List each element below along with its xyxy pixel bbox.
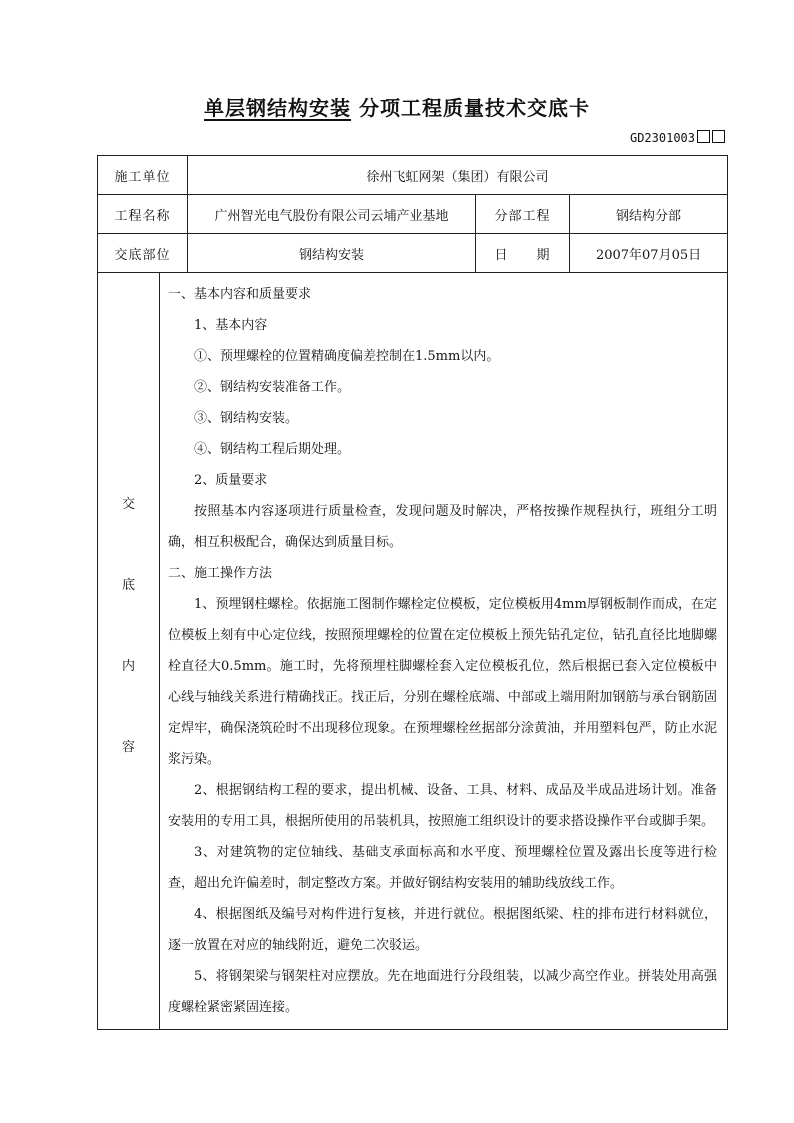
content-paragraph: 4、根据图纸及编号对构件进行复核，并进行就位。根据图纸梁、柱的排布进行材料就位，逐一放置在对应的轴线附近，避免二次驳运。 — [168, 907, 718, 953]
checkbox-2 — [712, 130, 725, 143]
side-char: 内 — [121, 659, 135, 674]
document-code-text: GD2301003 — [629, 131, 695, 145]
row-project-name — [98, 195, 728, 234]
side-char: 交 — [121, 497, 135, 512]
row-disclosure-part — [98, 234, 728, 273]
row-content — [98, 273, 728, 1030]
side-char: 容 — [121, 740, 135, 755]
content-paragraph: 3、对建筑物的定位轴线、基础支承面标高和水平度、预埋螺栓位置及露出长度等进行检查，超出允许偏差时，制定整改方案。并做好钢结构安装用的辅助线放线工作。 — [168, 845, 718, 891]
content-item: ②、钢结构安装准备工作。 — [194, 380, 351, 395]
subsection-heading: 1、基本内容 — [194, 318, 268, 333]
content-paragraph: 2、根据钢结构工程的要求，提出机械、设备、工具、材料、成品及半成品进场计划。准备安装用的专用工具，根据所使用的吊装机具，按照施工组织设计的要求搭设操作平台或脚手架。 — [168, 783, 718, 829]
title-project: 单层钢结构安装 — [204, 96, 352, 120]
value-division: 钢结构分部 — [570, 195, 728, 234]
subsection-heading: 2、质量要求 — [194, 473, 268, 488]
section-heading: 二、施工操作方法 — [168, 566, 273, 581]
section-heading: 一、基本内容和质量要求 — [168, 287, 312, 302]
content-body — [160, 273, 728, 1030]
value-construction-unit: 徐州飞虹网架（集团）有限公司 — [188, 156, 728, 195]
label-date: 日 期 — [476, 234, 570, 273]
content-paragraph: 5、将钢架梁与钢架柱对应摆放。先在地面进行分段组装，以减少高空作业。拼装处用高强度螺栓紧密紧固连接。 — [168, 969, 718, 1015]
content-paragraph: 1、预埋钢柱螺栓。依据施工图制作螺栓定位模板，定位模板用4mm厚钢板制作而成，在定位模板上刻有中心定位线，按照预埋螺栓的位置在定位模板上预先钻孔定位，钻孔直径比地脚螺栓直径大0.5mm。施工时，先将预埋柱脚螺栓套入定位模板孔位，然后根据已套入定位模板中心线与轴线关系进行精确找正。找正后，分别在螺栓底端、中部或上端用附加钢筋与承台钢筋固定焊牢，确保浇筑砼时不出现移位现象。在预埋螺栓丝据部分涂黄油，并用塑料包严，防止水泥浆污染。 — [168, 597, 718, 767]
side-label — [98, 273, 160, 1030]
content-item: ④、钢结构工程后期处理。 — [194, 442, 351, 457]
label-project-name: 工程名称 — [98, 195, 188, 234]
content-item: ①、预埋螺栓的位置精确度偏差控制在1.5mm以内。 — [194, 349, 500, 364]
row-construction-unit — [98, 156, 728, 195]
value-project-name: 广州智光电气股份有限公司云埔产业基地 — [188, 195, 476, 234]
disclosure-table — [97, 155, 728, 1030]
page-title — [0, 92, 794, 121]
label-construction-unit: 施工单位 — [98, 156, 188, 195]
value-date: 2007年07月05日 — [570, 234, 728, 273]
content-item: ③、钢结构安装。 — [194, 411, 299, 426]
side-char: 底 — [121, 578, 135, 593]
label-disclosure-part: 交底部位 — [98, 234, 188, 273]
content-paragraph: 按照基本内容逐项进行质量检查，发现问题及时解决，严格按操作规程执行，班组分工明确，相互积极配合，确保达到质量目标。 — [168, 504, 718, 550]
label-division: 分部工程 — [476, 195, 570, 234]
checkbox-1 — [697, 130, 710, 143]
title-rest: 分项工程质量技术交底卡 — [358, 96, 590, 120]
document-code — [560, 130, 725, 145]
value-disclosure-part: 钢结构安装 — [188, 234, 476, 273]
